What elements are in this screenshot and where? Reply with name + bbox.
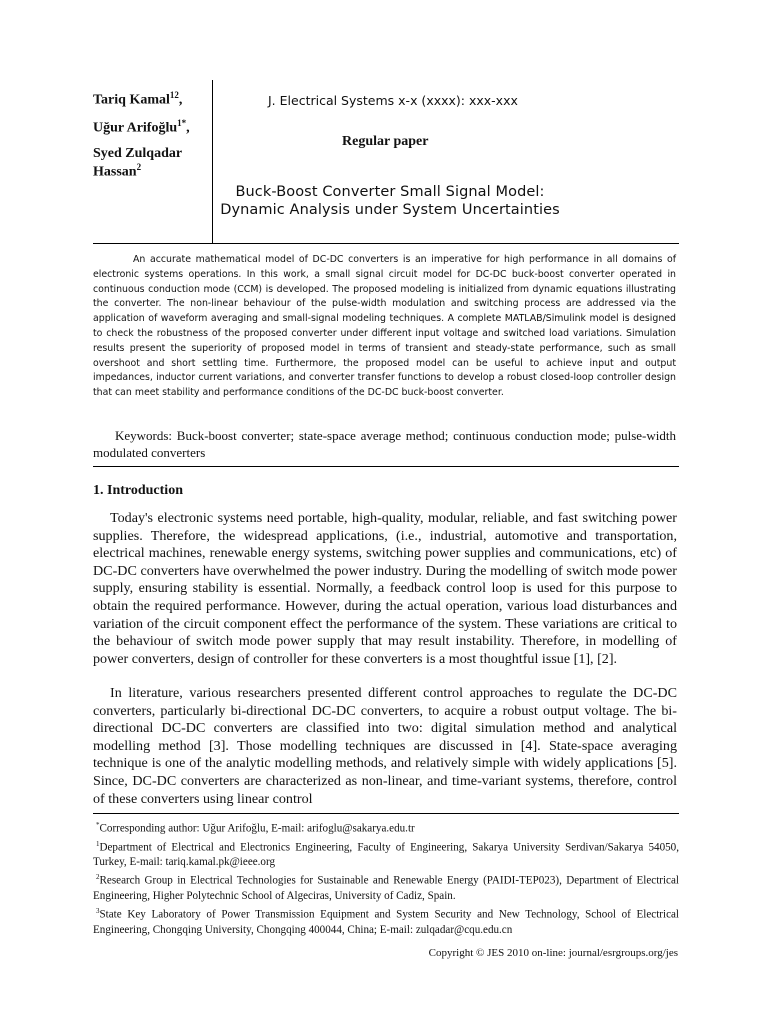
abstract: An accurate mathematical model of DC-DC converters is an imperative for high performance in all domains of electronic systems operations. In this work, a small signal circuit model for DC-DC buck-boost converter operated in continuous conduction mode (CCM) is developed. The proposed modeling is initialized from dynamic equations illustrating the converter. The non-linear behaviour of the pulse-width modulation and switching process are addressed via the application of waveform averaging and small-signal modeling techniques. A complete MATLAB/Simulink model is designed to check the robustness of the proposed converter under different input voltage and switched load variations. Simulation results present the superiority of proposed model in terms of transient and steady-state performance, such as small overshoot and short settling time. Furthermore, the proposed model can be useful to achieve input and output impedances, inductor current variations, and converter transfer functions to develop a robust closed-loop controller design that can meet stability and performance conditions of the DC-DC buck-boost converter. <box>93 254 676 399</box>
keywords: Keywords: Buck-boost converter; state-space average method; continuous conduction mode; pulse-width modulated converters <box>93 428 676 460</box>
section-heading-introduction: 1. Introduction <box>93 483 183 498</box>
author-3: Syed Zulqadar Hassan$^2$ <box>93 145 182 180</box>
footnote-rule <box>93 813 679 814</box>
footnotes <box>93 818 679 938</box>
paper-type: Regular paper <box>342 134 429 149</box>
intro-paragraph-2: In literature, various researchers presented different control approaches to regulate the DC-DC converters, particularly bi-directional DC-DC converters, to acquire a robust output voltage. The bi-directional DC-DC converters are classified into two: digital simulation method and analytical modelling method [3]. Those modelling techniques are discussed in [4]. State-space averaging technique is one of the analytic modelling methods, and relatively simple with widely applications [5]. Since, DC-DC converters are characterized as non-linear, and time-variant systems, therefore, control of these converters using linear control <box>93 685 677 807</box>
copyright-footer: Copyright © JES 2010 on-line: journal/esrgroups.org/jes <box>428 947 678 959</box>
footnote-affiliation-1: $^1$Department of Electrical and Electronics Engineering, Faculty of Engineering, Sakarya University Serdivan/Sakarya 54050, Turkey, E-mail: tariq.kamal.pk@ieee.org <box>93 839 679 869</box>
paper-title: Buck-Boost Converter Small Signal Model: Dynamic Analysis under System Uncertainties <box>220 184 560 218</box>
author-2: Uğur Arifoğlu$^{1*}$, <box>93 117 190 136</box>
intro-paragraph-1: Today's electronic systems need portable, high-quality, modular, reliable, and fast switching power supplies. Therefore, the widespread applications, (i.e., industrial, automotive and transportation, electrical machines, renewable energy systems, switching power supplies and communications, etc) of DC-DC converters have overwhelmed the power industry. During the modelling of switch mode power supply, ensuring stability is essential. Normally, a feedback control loop is used for this purpose to obtain the required performance. However, during the actual operation, various load disturbances and variation of the circuit component effect the performance of the system. These variations are critical to the behaviour of switch mode power supply that may result instability. Therefore, in modelling of power converters, design of controller for these converters is a most thoughtful issue [1], [2]. <box>93 510 677 667</box>
footnote-corresponding: *Corresponding author: Uğur Arifoğlu, E-mail: arifoglu@sakarya.edu.tr <box>96 821 415 835</box>
author-1: Tariq Kamal$^{12}$, <box>93 90 183 108</box>
footnote-affiliation-3: $^3$State Key Laboratory of Power Transmission Equipment and System Security and New Technology, School of Electrical Engineering, Chongqing University, Chongqing 400044, China; E-mail: zulqadar@cqu.edu.cn <box>93 907 679 936</box>
journal-reference: J. Electrical Systems x-x (xxxx): xxx-xxx <box>268 93 518 108</box>
author-list <box>93 90 213 189</box>
keywords-divider <box>93 466 679 467</box>
header-vertical-divider <box>212 80 213 243</box>
footnote-affiliation-2: $^2$Research Group in Electrical Technologies for Sustainable and Renewable Energy (PAIDI-TEP023), Department of Electrical Engineering, Higher Polytechnic School of Algeciras, University of Cadiz, Spain. <box>93 873 679 903</box>
header-divider <box>93 243 679 244</box>
